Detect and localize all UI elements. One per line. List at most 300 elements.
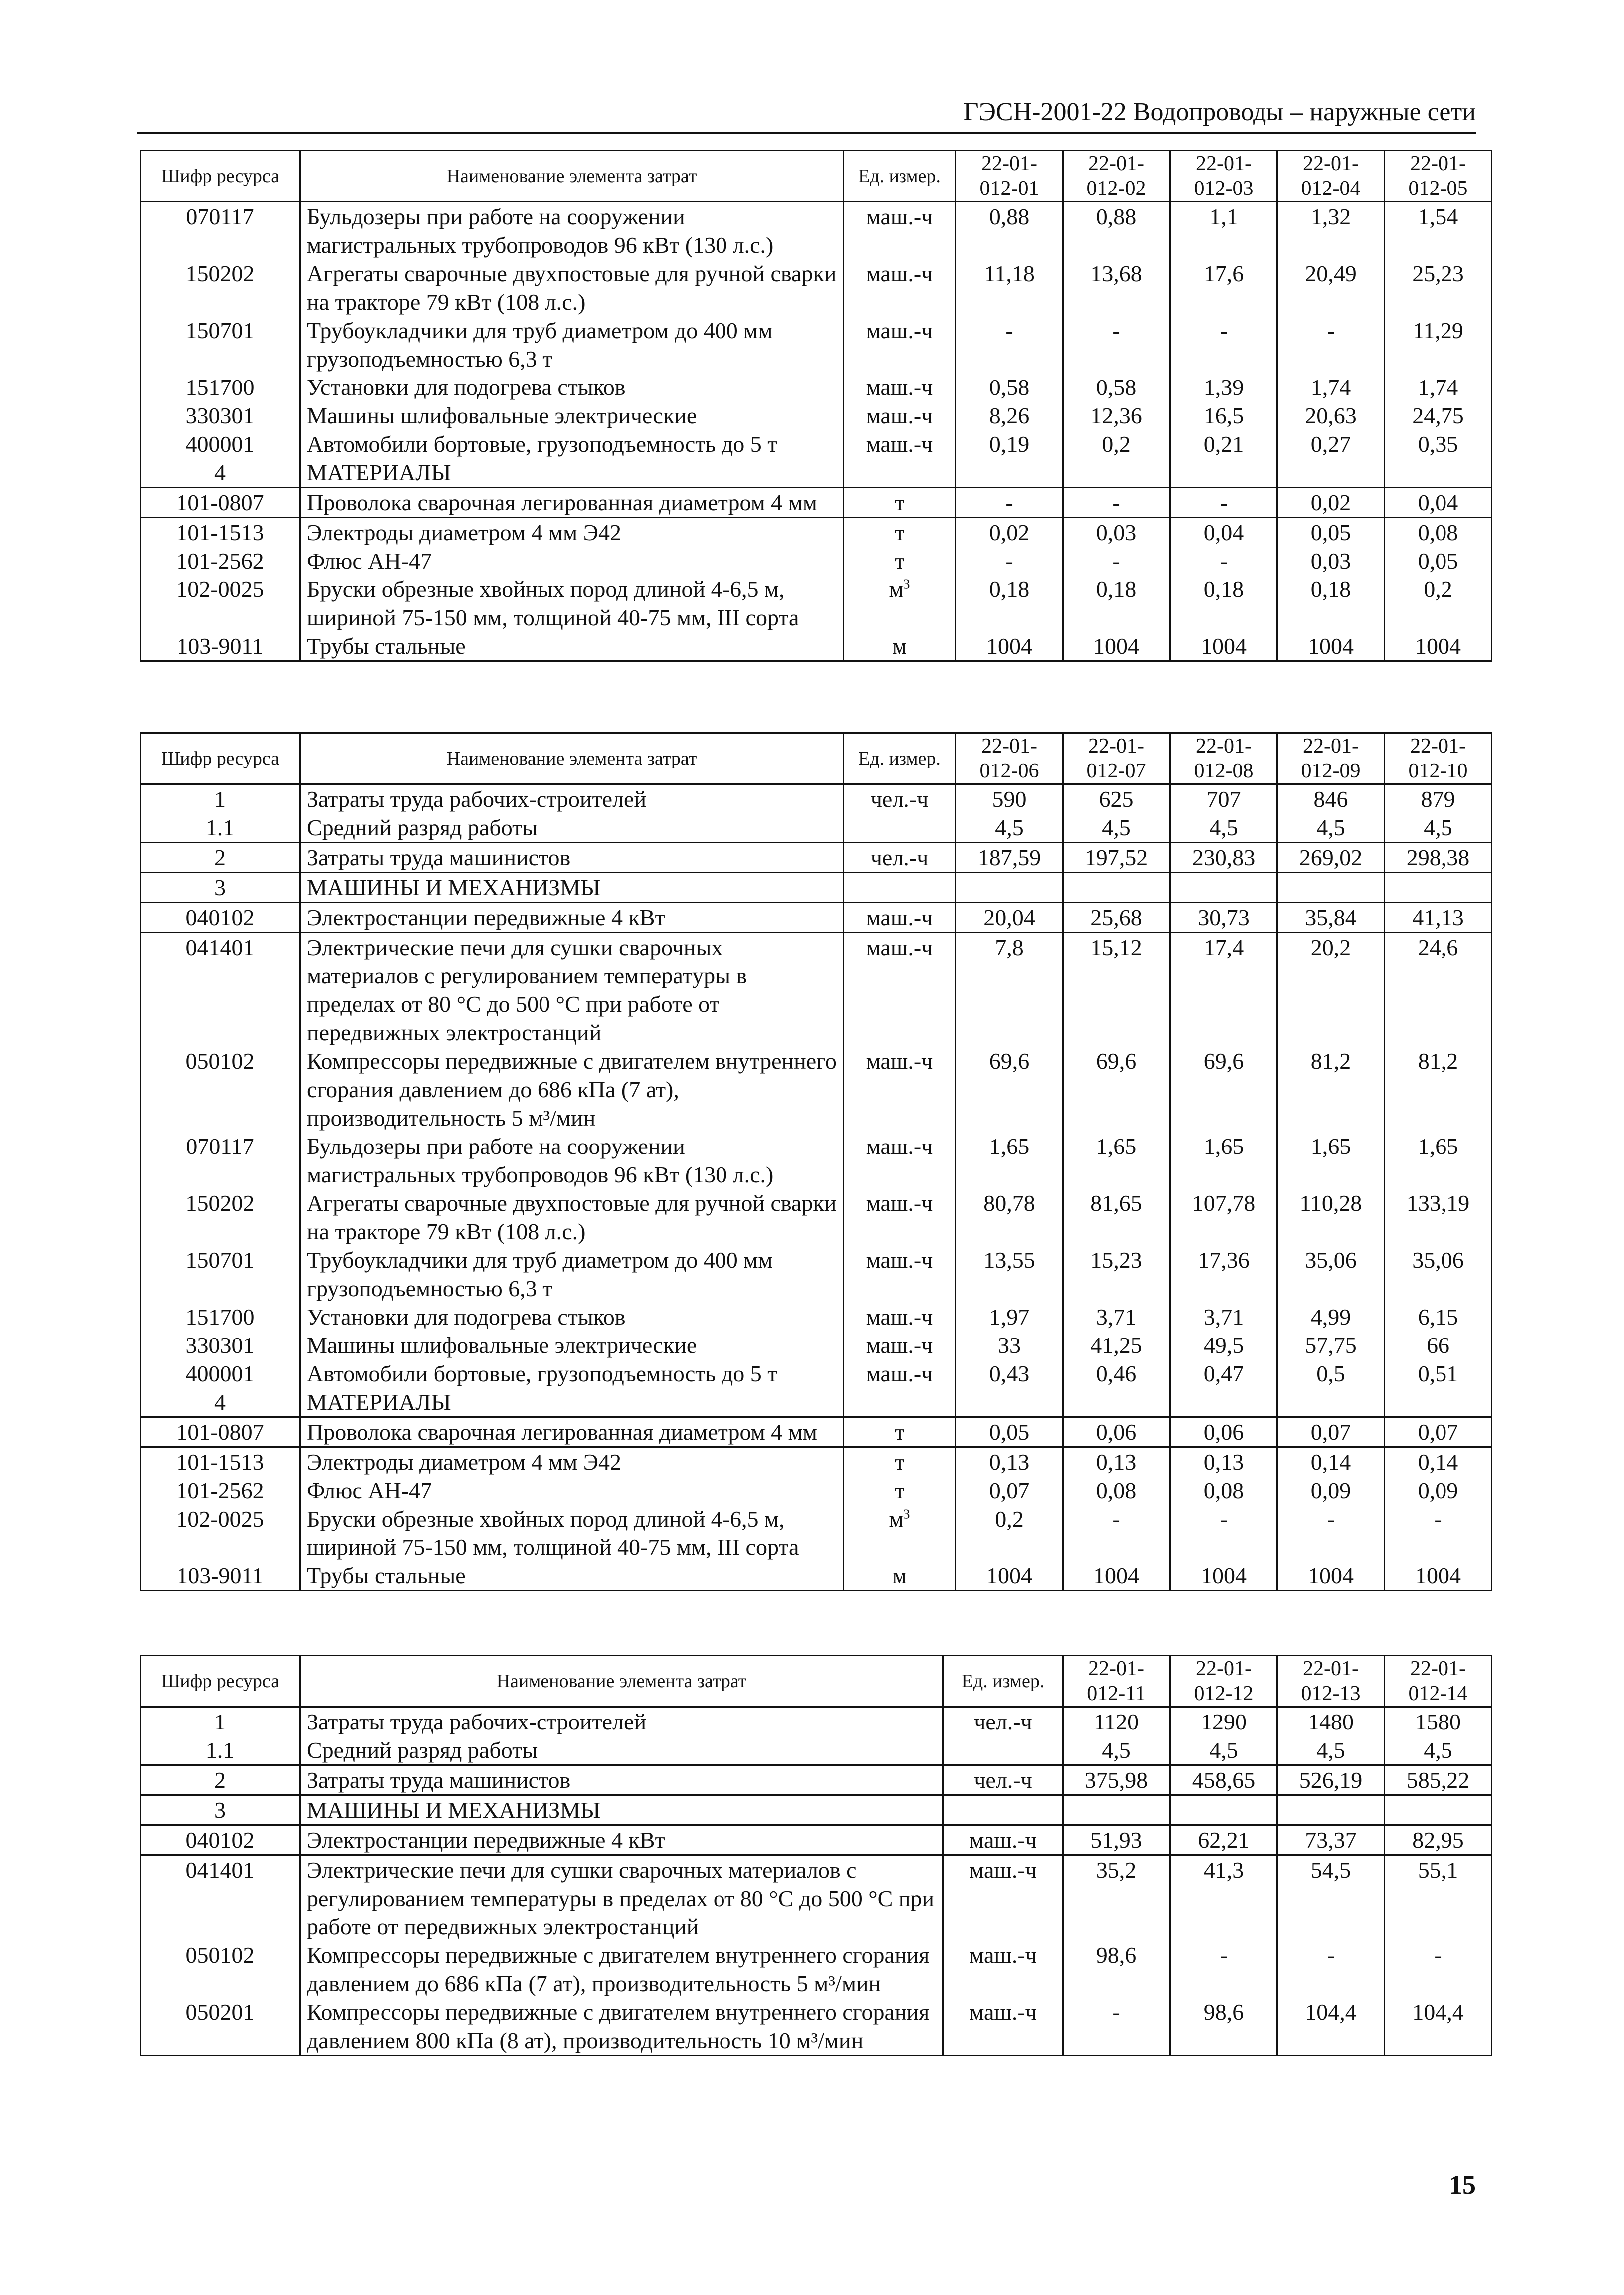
unit-cell	[844, 933, 956, 1047]
value-cell: 51,93	[1063, 1825, 1170, 1855]
value-cell: 69,6	[956, 1047, 1063, 1132]
table-row	[141, 259, 1492, 316]
resource-code: 050102	[141, 1047, 300, 1132]
unit: маш.-ч	[866, 261, 933, 286]
unit-cell	[844, 1505, 956, 1561]
table-row	[141, 1855, 1492, 1941]
resource-name: Компрессоры передвижные с двигателем внутреннего сгорания давлением до 686 кПа (7 ат), производительность 5 м³/мин	[300, 1047, 844, 1132]
value-cell: 11,18	[956, 259, 1063, 316]
resource-code: 2	[141, 843, 300, 873]
section-heading: МАТЕРИАЛЫ	[300, 458, 844, 488]
value-cell: 0,58	[1063, 373, 1170, 401]
value-cell: 230,83	[1170, 843, 1277, 873]
unit-cell	[844, 458, 956, 488]
value-cell: 526,19	[1277, 1765, 1385, 1795]
resource-code: 050201	[141, 1998, 300, 2056]
table-row	[141, 1765, 1492, 1795]
value-cell: 0,51	[1385, 1359, 1492, 1388]
unit-superscript: 3	[903, 576, 910, 592]
resource-table-3	[140, 1655, 1492, 2056]
table-row	[141, 1561, 1492, 1591]
resource-code: 041401	[141, 933, 300, 1047]
value-cell: 1,1	[1170, 202, 1277, 260]
unit: м	[892, 633, 907, 659]
unit: маш.-ч	[866, 905, 933, 930]
value-cell: 12,36	[1063, 401, 1170, 430]
unit-cell	[844, 1132, 956, 1189]
value-cell: 0,2	[1385, 575, 1492, 632]
value-cell: -	[1385, 1505, 1492, 1561]
resource-name: Трубы стальные	[300, 632, 844, 661]
value-cell: 20,04	[956, 903, 1063, 933]
value-cell: 0,02	[956, 518, 1063, 547]
resource-name: Бруски обрезные хвойных пород длиной 4-6,5 м, шириной 75-150 мм, толщиной 40-75 мм, III сорта	[300, 575, 844, 632]
value-cell: 1,65	[1277, 1132, 1385, 1189]
resource-code: 103-9011	[141, 632, 300, 661]
unit: т	[894, 1449, 905, 1475]
value-cell: -	[1063, 547, 1170, 575]
value-cell: -	[1277, 1505, 1385, 1561]
unit-cell	[844, 843, 956, 873]
value-cell: 69,6	[1170, 1047, 1277, 1132]
value-cell: 846	[1277, 784, 1385, 814]
unit-cell	[844, 1388, 956, 1417]
value-cell: 590	[956, 784, 1063, 814]
value-cell: 4,5	[1170, 813, 1277, 843]
resource-name: Бруски обрезные хвойных пород длиной 4-6,5 м, шириной 75-150 мм, толщиной 40-75 мм, III сорта	[300, 1505, 844, 1561]
value-cell: 54,5	[1277, 1855, 1385, 1941]
table-row	[141, 1476, 1492, 1505]
table-row	[141, 373, 1492, 401]
value-cell: 707	[1170, 784, 1277, 814]
value-cell: 3,71	[1063, 1303, 1170, 1331]
resource-name: Установки для подогрева стыков	[300, 1303, 844, 1331]
resource-name: Средний разряд работы	[300, 813, 844, 843]
value-cell	[1170, 1795, 1277, 1825]
header-column-code: 22-01-012-13	[1277, 1656, 1385, 1707]
value-cell: 0,03	[1063, 518, 1170, 547]
value-cell	[1385, 1795, 1492, 1825]
resource-name: Трубоукладчики для труб диаметром до 400 мм грузоподъемностью 6,3 т	[300, 1246, 844, 1303]
value-cell: 0,18	[1277, 575, 1385, 632]
value-cell: 4,5	[1277, 813, 1385, 843]
unit: чел.-ч	[870, 845, 929, 870]
resource-name: Затраты труда рабочих-строителей	[300, 1707, 943, 1736]
value-cell	[1170, 458, 1277, 488]
value-cell: 24,75	[1385, 401, 1492, 430]
value-cell: 1004	[1385, 632, 1492, 661]
value-cell: -	[1063, 1998, 1170, 2056]
unit: маш.-ч	[866, 403, 933, 428]
table-row	[141, 430, 1492, 458]
value-cell: 269,02	[1277, 843, 1385, 873]
value-cell	[1385, 873, 1492, 903]
value-cell: 187,59	[956, 843, 1063, 873]
table-row	[141, 1246, 1492, 1303]
value-cell	[956, 873, 1063, 903]
value-cell: 1004	[1170, 632, 1277, 661]
unit: чел.-ч	[974, 1709, 1032, 1734]
value-cell: 35,06	[1385, 1246, 1492, 1303]
table-row	[141, 933, 1492, 1047]
value-cell: 66	[1385, 1331, 1492, 1359]
unit: маш.-ч	[866, 204, 933, 229]
resource-name: Флюс АН-47	[300, 1476, 844, 1505]
value-cell: 0,88	[1063, 202, 1170, 260]
value-cell: 0,18	[1170, 575, 1277, 632]
value-cell	[1170, 1388, 1277, 1417]
value-cell: 7,8	[956, 933, 1063, 1047]
unit: т	[894, 548, 905, 574]
resource-code: 040102	[141, 903, 300, 933]
resource-code: 3	[141, 1795, 300, 1825]
resource-code: 103-9011	[141, 1561, 300, 1591]
value-cell: 375,98	[1063, 1765, 1170, 1795]
resource-name: Флюс АН-47	[300, 547, 844, 575]
resource-code: 101-1513	[141, 518, 300, 547]
resource-name: Автомобили бортовые, грузоподъемность до 5 т	[300, 430, 844, 458]
value-cell: 1,74	[1385, 373, 1492, 401]
value-cell: 0,27	[1277, 430, 1385, 458]
resource-name: Затраты труда рабочих-строителей	[300, 784, 844, 814]
header-column-code: 22-01-012-05	[1385, 151, 1492, 202]
value-cell: -	[1170, 316, 1277, 373]
resource-code: 050102	[141, 1941, 300, 1998]
value-cell: 0,88	[956, 202, 1063, 260]
table-row	[141, 813, 1492, 843]
value-cell: 1004	[1063, 632, 1170, 661]
resource-code: 041401	[141, 1855, 300, 1941]
resource-name: Затраты труда машинистов	[300, 1765, 943, 1795]
value-cell	[1063, 1795, 1170, 1825]
value-cell: 17,36	[1170, 1246, 1277, 1303]
header-code: Шифр ресурса	[141, 733, 300, 784]
unit-cell	[844, 202, 956, 260]
resource-name: Компрессоры передвижные с двигателем внутреннего сгорания давлением до 686 кПа (7 ат), производительность 5 м³/мин	[300, 1941, 943, 1998]
unit: маш.-ч	[866, 1247, 933, 1273]
value-cell: 20,49	[1277, 259, 1385, 316]
value-cell: 0,06	[1170, 1417, 1277, 1447]
unit-cell	[844, 1047, 956, 1132]
unit-cell	[943, 1736, 1063, 1765]
value-cell: 81,65	[1063, 1189, 1170, 1246]
unit-cell	[844, 518, 956, 547]
header-column-code: 22-01-012-12	[1170, 1656, 1277, 1707]
value-cell: 104,4	[1277, 1998, 1385, 2056]
unit: м	[889, 1506, 903, 1531]
unit-superscript: 3	[903, 1506, 910, 1522]
value-cell: 0,13	[1063, 1447, 1170, 1477]
value-cell: 16,5	[1170, 401, 1277, 430]
value-cell: 41,13	[1385, 903, 1492, 933]
resource-code: 330301	[141, 1331, 300, 1359]
unit-cell	[844, 575, 956, 632]
value-cell: 0,08	[1063, 1476, 1170, 1505]
value-cell: 4,5	[1170, 1736, 1277, 1765]
value-cell: 17,6	[1170, 259, 1277, 316]
value-cell: 4,5	[1063, 813, 1170, 843]
unit-cell	[943, 1795, 1063, 1825]
value-cell	[1277, 1795, 1385, 1825]
unit: маш.-ч	[866, 935, 933, 960]
value-cell: -	[1170, 547, 1277, 575]
value-cell: 1,39	[1170, 373, 1277, 401]
value-cell	[1277, 873, 1385, 903]
table-row	[141, 1132, 1492, 1189]
value-cell: 3,71	[1170, 1303, 1277, 1331]
value-cell: 0,5	[1277, 1359, 1385, 1388]
table-row	[141, 784, 1492, 814]
value-cell: 55,1	[1385, 1855, 1492, 1941]
value-cell: 1120	[1063, 1707, 1170, 1736]
value-cell: 0,03	[1277, 547, 1385, 575]
value-cell: 4,5	[1385, 813, 1492, 843]
value-cell: 0,2	[1063, 430, 1170, 458]
resource-name: Проволока сварочная легированная диаметром 4 мм	[300, 488, 844, 518]
table-row	[141, 458, 1492, 488]
resource-table-2	[140, 732, 1492, 1591]
resource-table-1	[140, 150, 1492, 662]
unit: маш.-ч	[969, 1827, 1037, 1853]
page-header-title: ГЭСН-2001-22 Водопроводы – наружные сети	[963, 98, 1476, 126]
value-cell: 1004	[1277, 632, 1385, 661]
unit: маш.-ч	[969, 1857, 1037, 1883]
value-cell: 0,04	[1385, 488, 1492, 518]
value-cell: 0,02	[1277, 488, 1385, 518]
resource-name: Агрегаты сварочные двухпостовые для ручной сварки на тракторе 79 кВт (108 л.с.)	[300, 259, 844, 316]
value-cell: 1004	[956, 632, 1063, 661]
table-row	[141, 1388, 1492, 1417]
table-row	[141, 632, 1492, 661]
resource-code: 1	[141, 1707, 300, 1736]
resource-name: Электрические печи для сушки сварочных материалов с регулированием температуры в пределах от 80 °С до 500 °С при работе от передвижных электростанций	[300, 1855, 943, 1941]
value-cell: 1,65	[956, 1132, 1063, 1189]
value-cell: 0,18	[956, 575, 1063, 632]
header-column-code: 22-01-012-01	[956, 151, 1063, 202]
resource-code: 400001	[141, 430, 300, 458]
section-heading: МАШИНЫ И МЕХАНИЗМЫ	[300, 873, 844, 903]
value-cell: 41,3	[1170, 1855, 1277, 1941]
value-cell: 1,74	[1277, 373, 1385, 401]
table-row	[141, 518, 1492, 547]
header-unit: Ед. измер.	[844, 733, 956, 784]
value-cell: 33	[956, 1331, 1063, 1359]
value-cell: 4,5	[1063, 1736, 1170, 1765]
value-cell: 62,21	[1170, 1825, 1277, 1855]
resource-name: Средний разряд работы	[300, 1736, 943, 1765]
value-cell: 879	[1385, 784, 1492, 814]
table-row	[141, 1303, 1492, 1331]
resource-name: Компрессоры передвижные с двигателем внутреннего сгорания давлением 800 кПа (8 ат), производительность 10 м³/мин	[300, 1998, 943, 2056]
table-row	[141, 1331, 1492, 1359]
table-row	[141, 1189, 1492, 1246]
unit-cell	[943, 1707, 1063, 1736]
header-code: Шифр ресурса	[141, 151, 300, 202]
value-cell: 1004	[1170, 1561, 1277, 1591]
resource-code: 3	[141, 873, 300, 903]
value-cell: 0,14	[1385, 1447, 1492, 1477]
unit-cell	[844, 1331, 956, 1359]
value-cell: 107,78	[1170, 1189, 1277, 1246]
value-cell: 0,21	[1170, 430, 1277, 458]
unit-cell	[844, 430, 956, 458]
resource-code: 101-1513	[141, 1447, 300, 1477]
value-cell: 0,06	[1063, 1417, 1170, 1447]
resource-code: 070117	[141, 1132, 300, 1189]
resource-code: 150202	[141, 1189, 300, 1246]
value-cell	[956, 1388, 1063, 1417]
header-unit: Ед. измер.	[943, 1656, 1063, 1707]
unit-cell	[844, 903, 956, 933]
resource-name: Машины шлифовальные электрические	[300, 1331, 844, 1359]
value-cell: 0,07	[1277, 1417, 1385, 1447]
resource-code: 150701	[141, 1246, 300, 1303]
resource-code: 1	[141, 784, 300, 814]
unit-cell	[844, 1476, 956, 1505]
unit-cell	[844, 1447, 956, 1477]
value-cell: 0,05	[956, 1417, 1063, 1447]
table-row	[141, 1505, 1492, 1561]
unit-cell	[943, 1825, 1063, 1855]
value-cell	[1063, 1388, 1170, 1417]
table-row	[141, 1825, 1492, 1855]
value-cell	[1385, 458, 1492, 488]
value-cell: 82,95	[1385, 1825, 1492, 1855]
unit-cell	[844, 1561, 956, 1591]
table-row	[141, 575, 1492, 632]
unit-cell	[844, 547, 956, 575]
unit-cell	[844, 1189, 956, 1246]
resource-code: 101-0807	[141, 1417, 300, 1447]
value-cell: 81,2	[1277, 1047, 1385, 1132]
unit: маш.-ч	[866, 431, 933, 457]
resource-name: Электроды диаметром 4 мм Э42	[300, 1447, 844, 1477]
unit: маш.-ч	[866, 1134, 933, 1159]
value-cell	[1063, 458, 1170, 488]
table-row	[141, 1736, 1492, 1765]
value-cell: 0,47	[1170, 1359, 1277, 1388]
header-column-code: 22-01-012-07	[1063, 733, 1170, 784]
value-cell: 0,13	[1170, 1447, 1277, 1477]
resource-code: 4	[141, 1388, 300, 1417]
value-cell: 15,23	[1063, 1246, 1170, 1303]
section-heading: МАШИНЫ И МЕХАНИЗМЫ	[300, 1795, 943, 1825]
header-column-code: 22-01-012-08	[1170, 733, 1277, 784]
resource-name: Затраты труда машинистов	[300, 843, 844, 873]
value-cell: -	[1063, 316, 1170, 373]
unit-cell	[844, 813, 956, 843]
unit: м	[889, 576, 903, 602]
resource-name: Бульдозеры при работе на сооружении магистральных трубопроводов 96 кВт (130 л.с.)	[300, 202, 844, 260]
unit-cell	[844, 259, 956, 316]
unit: маш.-ч	[866, 1361, 933, 1386]
table-row	[141, 1447, 1492, 1477]
resource-code: 040102	[141, 1825, 300, 1855]
value-cell: 1004	[1385, 1561, 1492, 1591]
page-number: 15	[1449, 2170, 1476, 2200]
value-cell	[956, 458, 1063, 488]
value-cell: 1580	[1385, 1707, 1492, 1736]
resource-name: Бульдозеры при работе на сооружении магистральных трубопроводов 96 кВт (130 л.с.)	[300, 1132, 844, 1189]
value-cell: 35,2	[1063, 1855, 1170, 1941]
table-row	[141, 316, 1492, 373]
value-cell	[1385, 1388, 1492, 1417]
header-code: Шифр ресурса	[141, 1656, 300, 1707]
value-cell: 0,05	[1385, 547, 1492, 575]
value-cell: 8,26	[956, 401, 1063, 430]
value-cell: 0,07	[956, 1476, 1063, 1505]
table-row	[141, 401, 1492, 430]
value-cell: 298,38	[1385, 843, 1492, 873]
table-row	[141, 1795, 1492, 1825]
table-row	[141, 1707, 1492, 1736]
resource-name: Электроды диаметром 4 мм Э42	[300, 518, 844, 547]
header-name: Наименование элемента затрат	[300, 1656, 943, 1707]
value-cell: -	[1277, 316, 1385, 373]
value-cell: 0,43	[956, 1359, 1063, 1388]
resource-code: 101-2562	[141, 1476, 300, 1505]
value-cell: 13,55	[956, 1246, 1063, 1303]
header-column-code: 22-01-012-11	[1063, 1656, 1170, 1707]
value-cell: -	[1170, 1941, 1277, 1998]
value-cell: 1290	[1170, 1707, 1277, 1736]
value-cell: -	[1170, 1505, 1277, 1561]
unit: т	[894, 1419, 905, 1445]
unit-cell	[844, 1417, 956, 1447]
unit: маш.-ч	[969, 1942, 1037, 1968]
resource-name: Электростанции передвижные 4 кВт	[300, 1825, 943, 1855]
value-cell: 81,2	[1385, 1047, 1492, 1132]
value-cell: 4,5	[956, 813, 1063, 843]
resource-code: 102-0025	[141, 575, 300, 632]
table-row	[141, 873, 1492, 903]
value-cell: 1,65	[1063, 1132, 1170, 1189]
header-column-code: 22-01-012-02	[1063, 151, 1170, 202]
unit: т	[894, 490, 905, 515]
value-cell: 4,5	[1277, 1736, 1385, 1765]
value-cell: 24,6	[1385, 933, 1492, 1047]
header-column-code: 22-01-012-04	[1277, 151, 1385, 202]
unit-cell	[943, 1765, 1063, 1795]
table-row	[141, 1047, 1492, 1132]
table-row	[141, 1998, 1492, 2056]
value-cell: 30,73	[1170, 903, 1277, 933]
resource-code: 400001	[141, 1359, 300, 1388]
value-cell: 73,37	[1277, 1825, 1385, 1855]
resource-code: 1.1	[141, 1736, 300, 1765]
resource-code: 101-0807	[141, 488, 300, 518]
value-cell: 57,75	[1277, 1331, 1385, 1359]
resource-code: 1.1	[141, 813, 300, 843]
value-cell: 585,22	[1385, 1765, 1492, 1795]
header-name: Наименование элемента затрат	[300, 733, 844, 784]
value-cell: 0,18	[1063, 575, 1170, 632]
resource-code: 151700	[141, 1303, 300, 1331]
table-row	[141, 1417, 1492, 1447]
header-column-code: 22-01-012-10	[1385, 733, 1492, 784]
value-cell: -	[956, 547, 1063, 575]
value-cell: 1,32	[1277, 202, 1385, 260]
value-cell: 35,84	[1277, 903, 1385, 933]
value-cell: 69,6	[1063, 1047, 1170, 1132]
unit: чел.-ч	[870, 786, 929, 812]
value-cell: 11,29	[1385, 316, 1492, 373]
unit-cell	[844, 632, 956, 661]
value-cell	[1170, 873, 1277, 903]
unit: маш.-ч	[866, 1333, 933, 1358]
value-cell: 1,65	[1170, 1132, 1277, 1189]
value-cell: 0,08	[1385, 518, 1492, 547]
